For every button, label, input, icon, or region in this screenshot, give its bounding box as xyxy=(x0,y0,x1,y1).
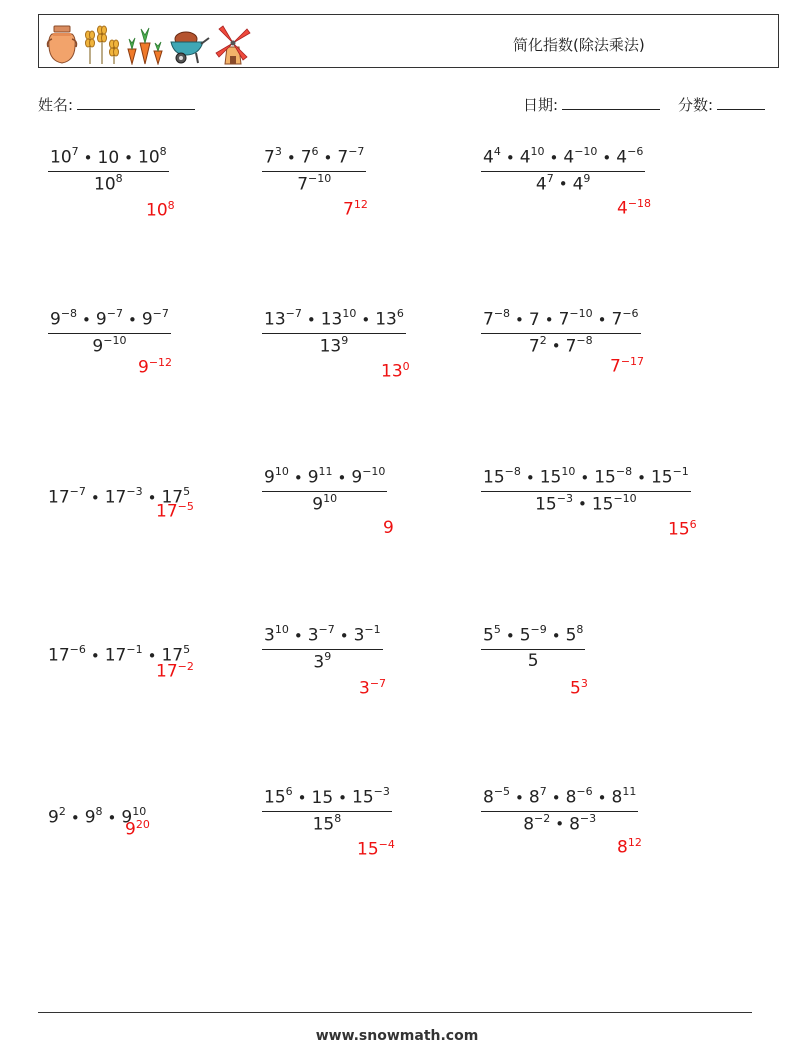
multiply-dot: • xyxy=(83,148,93,167)
answer-11: $3^{-7}$ xyxy=(359,677,387,699)
numerator xyxy=(481,466,691,492)
date-label: 日期: xyxy=(523,96,559,114)
numerator xyxy=(481,786,638,812)
multiply-dot: • xyxy=(525,468,535,487)
score-field xyxy=(678,94,765,115)
multiply-dot: • xyxy=(505,626,515,645)
answer-3: $4^{-18}$ xyxy=(617,197,652,219)
numerator-term: $10^8$ xyxy=(138,145,167,168)
expression-term: $9^8$ xyxy=(84,805,103,828)
answer-9: $15^6$ xyxy=(668,518,697,540)
expression-term: $17^{-3}$ xyxy=(104,485,143,508)
numerator xyxy=(481,624,585,650)
answer-8: 9 xyxy=(383,518,394,538)
denominator xyxy=(262,492,387,515)
multiply-dot: • xyxy=(551,626,561,645)
answer-14: $15^{-4}$ xyxy=(357,838,395,860)
multiply-dot: • xyxy=(551,337,561,356)
numerator-term: $7^{-7}$ xyxy=(337,145,365,168)
numerator-term: $15^{-3}$ xyxy=(352,785,390,808)
numerator-term: $13^6$ xyxy=(375,307,404,330)
denominator xyxy=(262,650,383,673)
numerator-term: $15^{-8}$ xyxy=(483,465,521,488)
denominator-term: $3^9$ xyxy=(313,649,332,673)
multiply-dot: • xyxy=(549,148,559,167)
worksheet-title: 简化指数(除法乘法) xyxy=(513,36,645,54)
multiply-dot: • xyxy=(147,646,157,665)
multiply-dot: • xyxy=(82,310,91,329)
multiply-dot: • xyxy=(297,788,307,807)
denominator-term: $4^7$ xyxy=(535,171,554,195)
answer-12: $5^3$ xyxy=(570,677,588,699)
denominator-term: $15^{-10}$ xyxy=(591,491,637,515)
multiply-dot: • xyxy=(361,310,371,329)
numerator-term: $7^{-6}$ xyxy=(611,307,639,330)
problem-11 xyxy=(262,624,383,672)
denominator-term: $7^{-8}$ xyxy=(565,333,593,357)
multiply-dot: • xyxy=(293,626,303,645)
denominator xyxy=(481,650,585,671)
date-field xyxy=(523,94,660,115)
fraction xyxy=(48,308,171,356)
multiply-dot: • xyxy=(127,310,137,329)
numerator-term: 15 xyxy=(311,787,334,808)
numerator xyxy=(48,308,171,334)
numerator-term: $5^5$ xyxy=(483,623,501,646)
numerator-term: 7 xyxy=(528,309,540,330)
multiply-dot: • xyxy=(339,626,349,645)
answer-13: $9^{20}$ xyxy=(125,818,150,840)
denominator-term: $9^{10}$ xyxy=(312,491,338,515)
denominator-term: $8^{-3}$ xyxy=(569,811,597,835)
numerator-term: $7^{-10}$ xyxy=(558,307,593,330)
multiply-dot: • xyxy=(597,788,607,807)
multiply-dot: • xyxy=(558,175,568,194)
denominator xyxy=(48,334,171,357)
multiply-dot: • xyxy=(306,310,316,329)
numerator-term: $9^{-8}$ xyxy=(50,307,78,330)
numerator-term: $9^{-7}$ xyxy=(141,307,169,330)
multiply-dot: • xyxy=(147,488,157,507)
multiply-dot: • xyxy=(577,495,587,514)
expression-term: $17^5$ xyxy=(161,643,191,666)
numerator-term: $4^{10}$ xyxy=(519,145,545,168)
score-label: 分数: xyxy=(678,96,714,114)
denominator-term: $9^{-10}$ xyxy=(92,333,127,357)
fraction xyxy=(481,308,641,356)
numerator xyxy=(481,308,641,334)
multiply-dot: • xyxy=(602,148,612,167)
numerator-term: $5^8$ xyxy=(565,623,584,646)
footer-url: www.snowmath.com xyxy=(315,1028,479,1044)
denominator-term: $7^{-10}$ xyxy=(297,171,332,195)
multiply-dot: • xyxy=(286,148,296,167)
expression-term: $17^{-7}$ xyxy=(48,485,86,508)
name-label: 姓名: xyxy=(38,96,74,114)
numerator-term: $3^{-7}$ xyxy=(307,623,335,646)
name-blank[interactable] xyxy=(77,96,195,110)
carrot-icon xyxy=(125,25,165,65)
denominator xyxy=(481,334,641,357)
numerator-term: $7^{-8}$ xyxy=(483,307,511,330)
header-icons xyxy=(45,19,253,65)
date-blank[interactable] xyxy=(562,96,660,110)
numerator-term: $9^{-10}$ xyxy=(351,465,386,488)
problem-6 xyxy=(481,308,641,356)
problem-14 xyxy=(262,786,392,834)
numerator-term: $15^{-8}$ xyxy=(594,465,633,488)
answer-1: $10^8$ xyxy=(146,199,175,221)
denominator-term: $8^{-2}$ xyxy=(523,811,551,835)
denominator xyxy=(48,172,169,195)
answer-4: $9^{-12}$ xyxy=(138,356,173,378)
denominator xyxy=(481,172,645,195)
fraction xyxy=(481,146,645,194)
expression-term: $9^{10}$ xyxy=(121,805,147,828)
answer-7: $17^{-5}$ xyxy=(156,500,194,522)
numerator xyxy=(262,466,387,492)
numerator-term: $13^{10}$ xyxy=(320,307,357,330)
multiply-dot: • xyxy=(505,148,515,167)
multiply-dot: • xyxy=(124,148,133,167)
denominator-term: $13^9$ xyxy=(319,333,349,357)
numerator-term: $3^{-1}$ xyxy=(353,623,381,646)
numerator-term: $9^{10}$ xyxy=(264,465,289,488)
problem-5 xyxy=(262,308,406,356)
numerator-term: $4^{-10}$ xyxy=(563,145,598,168)
multiply-dot: • xyxy=(515,310,524,329)
problem-15 xyxy=(481,786,638,834)
fraction xyxy=(262,786,392,834)
wheat-icon xyxy=(82,25,122,65)
numerator-term: $8^{-6}$ xyxy=(565,785,593,808)
multiply-dot: • xyxy=(555,815,565,834)
numerator-term: $8^{11}$ xyxy=(611,785,637,808)
numerator-term: $7^6$ xyxy=(300,145,319,168)
expression-term: $17^5$ xyxy=(161,485,191,508)
problem-3 xyxy=(481,146,645,194)
multiply-dot: • xyxy=(107,808,117,827)
fraction xyxy=(481,624,585,671)
fraction xyxy=(262,466,387,514)
expression-term: $17^{-1}$ xyxy=(104,643,143,666)
multiply-dot: • xyxy=(637,468,646,487)
multiply-dot: • xyxy=(580,468,590,487)
answer-15: $8^{12}$ xyxy=(617,836,642,858)
multiply-dot: • xyxy=(338,788,347,807)
answer-5: $13^0$ xyxy=(381,360,410,382)
multiply-dot: • xyxy=(551,788,561,807)
denominator xyxy=(262,172,366,195)
problem-9 xyxy=(481,466,691,514)
numerator-term: $8^{-5}$ xyxy=(483,785,511,808)
numerator-term: 10 xyxy=(97,147,120,168)
numerator xyxy=(262,786,392,812)
numerator-term: $10^7$ xyxy=(50,145,79,168)
problem-4 xyxy=(48,308,171,356)
numerator-term: $13^{-7}$ xyxy=(264,307,302,330)
fraction xyxy=(262,308,406,356)
multiply-dot: • xyxy=(293,468,303,487)
denominator-term: $10^8$ xyxy=(94,171,123,195)
numerator-term: $3^{10}$ xyxy=(264,623,289,646)
denominator-term: 5 xyxy=(527,650,539,671)
answer-10: $17^{-2}$ xyxy=(156,660,194,682)
problem-8 xyxy=(262,466,387,514)
multiply-dot: • xyxy=(90,646,100,665)
fraction xyxy=(48,146,169,194)
numerator xyxy=(48,146,169,172)
denominator xyxy=(481,812,638,835)
denominator xyxy=(481,492,691,515)
numerator-term: $4^4$ xyxy=(483,145,501,168)
numerator-term: $7^3$ xyxy=(264,145,282,168)
multiply-dot: • xyxy=(337,468,347,487)
expression-term: $17^{-6}$ xyxy=(48,643,86,666)
score-blank[interactable] xyxy=(717,96,765,110)
windmill-icon xyxy=(213,23,253,65)
fraction xyxy=(481,466,691,514)
multiply-dot: • xyxy=(544,310,554,329)
fraction xyxy=(481,786,638,834)
answer-6: $7^{-17}$ xyxy=(610,355,645,377)
numerator-term: $15^{10}$ xyxy=(539,465,576,488)
problem-12 xyxy=(481,624,585,671)
multiply-dot: • xyxy=(323,148,333,167)
numerator xyxy=(262,624,383,650)
numerator xyxy=(481,146,645,172)
fraction xyxy=(262,624,383,672)
denominator xyxy=(262,812,392,835)
denominator-term: $15^8$ xyxy=(312,811,342,835)
multiply-dot: • xyxy=(90,488,100,507)
numerator-term: $8^7$ xyxy=(528,785,547,808)
problem-1 xyxy=(48,146,169,194)
problem-2 xyxy=(262,146,366,194)
fraction xyxy=(262,146,366,194)
numerator-term: $9^{11}$ xyxy=(307,465,333,488)
expression-term: $9^2$ xyxy=(48,805,66,828)
numerator-term: $5^{-9}$ xyxy=(519,623,547,646)
numerator-term: $9^{-7}$ xyxy=(95,307,123,330)
multiply-dot: • xyxy=(515,788,524,807)
multiply-dot: • xyxy=(70,808,80,827)
answer-2: $7^{12}$ xyxy=(343,198,368,220)
header-box xyxy=(38,14,779,68)
wheelbarrow-icon xyxy=(168,25,210,65)
denominator-term: $7^2$ xyxy=(528,333,547,357)
numerator xyxy=(262,308,406,334)
numerator xyxy=(262,146,366,172)
multiply-dot: • xyxy=(597,310,607,329)
footer-divider xyxy=(38,1012,752,1013)
numerator-term: $15^6$ xyxy=(264,785,293,808)
denominator-term: $15^{-3}$ xyxy=(535,491,573,515)
name-field xyxy=(38,94,195,115)
numerator-term: $15^{-1}$ xyxy=(650,465,689,488)
jar-icon xyxy=(45,25,79,65)
numerator-term: $4^{-6}$ xyxy=(616,145,644,168)
denominator-term: $4^9$ xyxy=(572,171,591,195)
denominator xyxy=(262,334,406,357)
